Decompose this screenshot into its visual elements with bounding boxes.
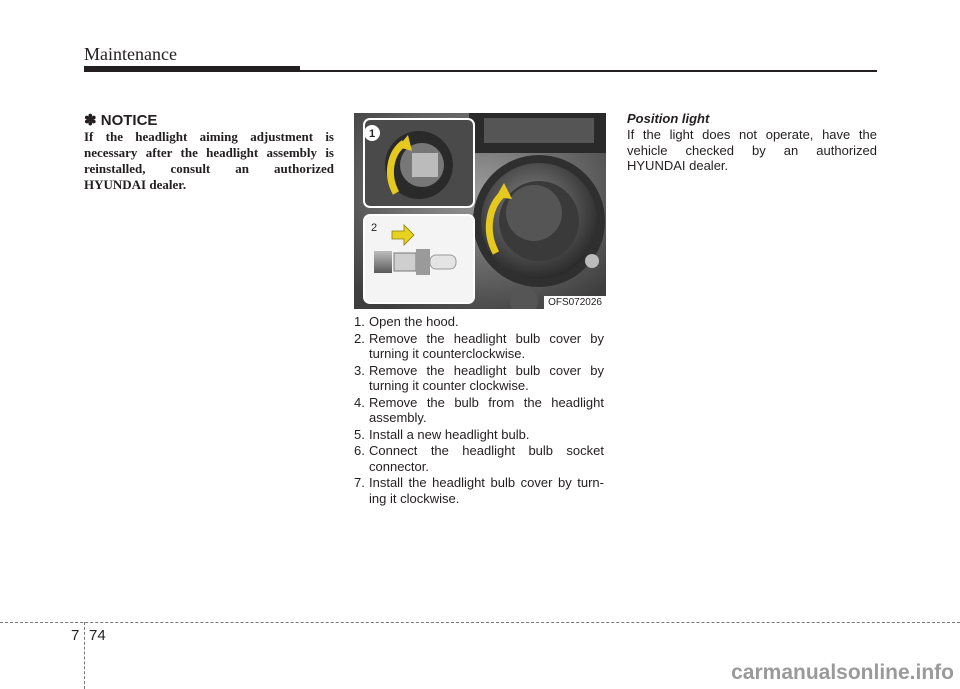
step-text: Install a new headlight bulb. [369,426,530,442]
notice-title: NOTICE [100,112,158,129]
step-text: Install the headlight bulb cover by turn- ing it clockwise. [369,475,604,506]
footer-vertical-divider [84,622,85,689]
callout-1: 1 [368,128,376,140]
callout-2: 2 [371,222,378,234]
header-rule-thin [300,70,877,72]
step-number: 5. [354,426,365,442]
step-number: 4. [354,394,365,410]
figure-code: OFS072026 [544,296,606,309]
notice-body: If the headlight aiming adjustment is necessary after the headlight assembly is reinstalled, consult an authorized HYUNDAI dealer. [84,129,334,192]
headlight-illustration-graphic [354,113,606,309]
notice-heading [84,111,157,129]
section-title: Maintenance [84,44,177,64]
step-item [354,363,604,394]
step-text: Remove the headlight bulb cover by turning it counter clockwise. [369,362,604,393]
step-item [354,427,604,443]
step-number: 3. [354,362,365,378]
chapter-number: 7 [71,627,80,644]
step-number: 7. [354,475,365,490]
position-light-heading: Position light [627,111,710,126]
footer-divider [0,622,960,623]
headlight-bulb-illustration [354,113,606,309]
step-text: Connect the headlight bulb socket connector. [369,443,604,474]
position-light-body: If the light does not operate, have the vehicle checked by an authorized HYUNDAI dealer. [627,127,877,173]
step-number: 1. [354,314,365,329]
watermark: carmanualsonline.info [731,661,954,684]
step-item [354,475,604,506]
step-text: Remove the headlight bulb cover by turning it counterclockwise. [369,330,604,361]
page-number: 74 [89,627,106,644]
notice-icon: ✽ [84,112,97,129]
step-item [354,443,604,474]
step-item [354,395,604,426]
header-rule-thick [84,66,300,72]
step-text: Remove the bulb from the headlight assembly. [369,394,604,425]
step-item [354,331,604,362]
instruction-steps [354,314,604,507]
step-number: 2. [354,330,365,346]
step-item [354,314,604,330]
step-number: 6. [354,443,365,458]
step-text: Open the hood. [369,314,459,329]
